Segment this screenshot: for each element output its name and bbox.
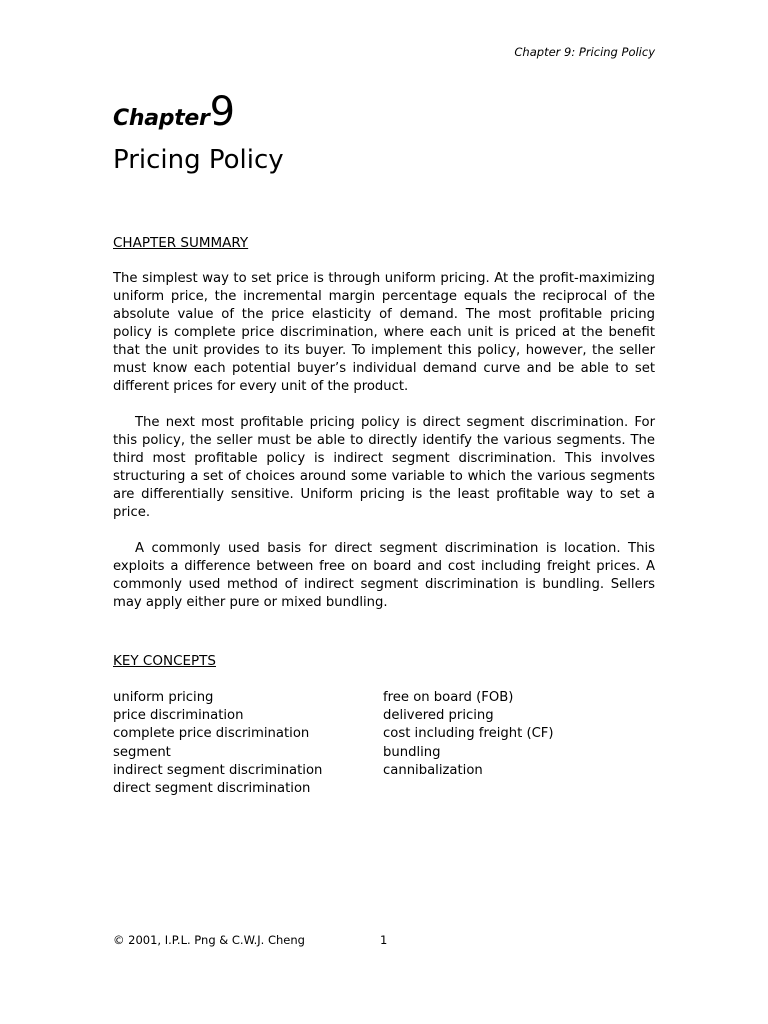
key-concept-item: direct segment discrimination bbox=[113, 781, 311, 797]
footer-copyright: © 2001, I.P.L. Png & C.W.J. Cheng bbox=[113, 933, 305, 947]
summary-paragraph: A commonly used basis for direct segment discrimination is location. This exploits a difference between free on board and cost including freight prices. A commonly used method of indirect segment discrimination is bundling. Sellers may apply either pure or mixed bundling. bbox=[113, 541, 655, 610]
key-concept-item: cost including freight (CF) bbox=[383, 726, 554, 742]
summary-paragraph: The next most profitable pricing policy is direct segment discrimination. For this policy, the seller must be able to directly identify the various segments. The third most profitable policy is indirect segment discrimination. This involves structuring a set of choices around some variable to which the various segments are differentially sensitive. Uniform pricing is the least profitable way to set a price. bbox=[113, 415, 655, 520]
key-concepts-left-column bbox=[113, 689, 322, 798]
key-concept-item: indirect segment discrimination bbox=[113, 762, 323, 778]
page-number: 1 bbox=[380, 933, 388, 947]
chapter-title: Pricing Policy bbox=[113, 145, 284, 175]
key-concept-item: price discrimination bbox=[113, 708, 244, 724]
chapter-summary-body bbox=[113, 270, 655, 630]
key-concept-item: cannibalization bbox=[383, 762, 483, 778]
running-header: Chapter 9: Pricing Policy bbox=[514, 45, 655, 59]
chapter-number: 9 bbox=[209, 89, 236, 135]
chapter-summary-heading: CHAPTER SUMMARY bbox=[113, 235, 249, 251]
key-concept-item: complete price discrimination bbox=[113, 726, 310, 742]
key-concept-item: uniform pricing bbox=[113, 690, 214, 705]
key-concept-item: segment bbox=[113, 744, 171, 760]
chapter-heading bbox=[113, 89, 236, 135]
key-concept-item: bundling bbox=[383, 744, 441, 760]
key-concept-item: free on board (FOB) bbox=[383, 690, 514, 705]
chapter-label: Chapter bbox=[113, 106, 210, 131]
summary-paragraph: The simplest way to set price is through uniform pricing. At the profit-maximizing uniform price, the incremental margin percentage equals the reciprocal of the absolute value of the price elasticity of demand. The most profitable pricing policy is complete price discrimination, where each unit is priced at the benefit that the unit provides to its buyer. To implement this policy, however, the seller must know each potential buyer’s individual demand curve and be able to set different prices for every unit of the product. bbox=[113, 271, 655, 394]
key-concepts-right-column bbox=[383, 689, 554, 780]
key-concepts-heading: KEY CONCEPTS bbox=[113, 653, 216, 669]
key-concept-item: delivered pricing bbox=[383, 708, 494, 724]
